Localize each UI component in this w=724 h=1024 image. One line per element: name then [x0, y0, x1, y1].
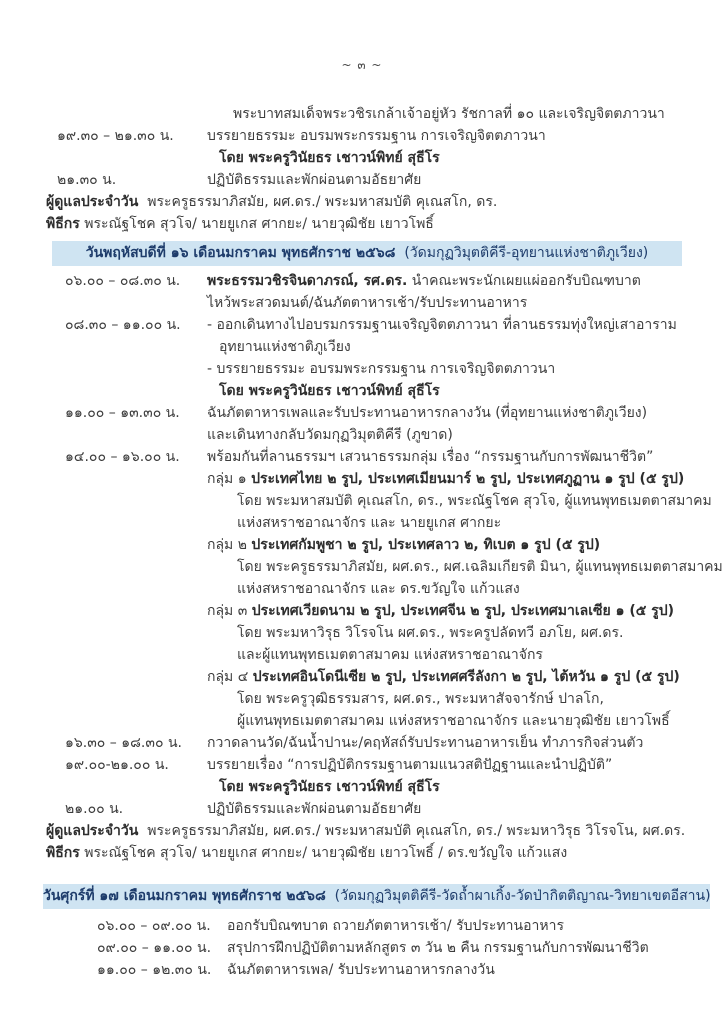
activity-row	[0, 959, 724, 981]
emphasized-text: ประเทศเวียดนาม ๒ รูป, ประเทศจีน ๒ รูป, ประเทศมาเลเซีย ๑ (๕ รูป)	[251, 603, 675, 619]
text-segment: พระครูธรรมาภิสมัย, ผศ.ดร./ พระมหาสมบัติ คุเณสโก, ดร./ พระมหาวิรุธ วิโรจโน, ผศ.ดร.	[138, 823, 686, 839]
text-segment: แห่งสหราชอาณาจักร และ ดร.ขวัญใจ แก้วแสง	[237, 581, 520, 597]
activity-row	[0, 754, 724, 776]
time-range: ๑๙.๓๐ – ๒๑.๓๐ น.	[57, 128, 174, 144]
text-segment: นำคณะพระนักเผยแผ่ออกรับบิณฑบาต	[407, 273, 641, 289]
group-header-row	[0, 468, 724, 490]
emphasized-text: ผู้ดูแลประจำวัน	[46, 823, 139, 839]
text-segment: พระณัฐโชค สุวโจ/ นายยูเกส ศากยะ/ นายวุฒิชัย เยาวโพธิ์ / ดร.ขวัญใจ แก้วแสง	[79, 845, 568, 861]
text-segment: ผู้แทนพุทธเมตตาสมาคม แห่งสหราชอาณาจักร และนายวุฒิชัย เยาวโพธิ์	[237, 713, 670, 729]
time-range: ๐๙.๐๐ – ๑๑.๐๐ น.	[97, 940, 212, 956]
text-segment: พระบาทสมเด็จพระวชิรเกล้าเจ้าอยู่หัว รัชกาลที่ ๑๐ และเจริญจิตตภาวนา	[233, 106, 665, 122]
day-section	[0, 241, 724, 864]
text-segment: ออกรับบิณฑบาต ถวายภัตตาหารเช้า/ รับประทานอาหาร	[227, 918, 564, 934]
text-segment: - ออกเดินทางไปอบรมกรรมฐานเจริญจิตตภาวนา ที่ลานธรรมทุ่งใหญ่เสาอาราม	[207, 317, 677, 333]
emphasized-text: ประเทศไทย ๒ รูป, ประเทศเมียนมาร์ ๒ รูป, ประเทศภูฏาน ๑ รูป (๕ รูป)	[251, 471, 685, 487]
activity-row	[0, 937, 724, 959]
text-segment: กลุ่ม ๑	[207, 471, 252, 487]
text-segment: (วัดมกุฏวิมุตติคีรี-วัดถ้ำผาเกิ้ง-วัดป่ากิตติญาณ-วิทยาเขตอีสาน)	[325, 888, 711, 904]
text-segment: กลุ่ม ๓	[207, 603, 252, 619]
text-segment: อุทยานแห่งชาติภูเวียง	[219, 339, 351, 355]
caretaker-row	[0, 191, 724, 213]
text-segment: โดย พระมหาสมบัติ คุเณสโก, ดร., พระณัฐโชค สุวโจ, ผู้แทนพุทธเมตตาสมาคม	[237, 493, 712, 509]
activity-row	[0, 314, 724, 336]
emphasized-text: โดย พระครูวินัยธร เชาวน์พิทย์ สุธีโร	[219, 150, 440, 166]
continuation-row	[0, 336, 724, 358]
time-range: ๑๔.๐๐ – ๑๖.๐๐ น.	[65, 449, 180, 465]
time-range: ๐๖.๐๐ – ๐๙.๐๐ น.	[97, 918, 211, 934]
text-segment: - บรรยายธรรมะ อบรมพระกรรมฐาน การเจริญจิตตภาวนา	[207, 361, 556, 377]
emphasized-text: โดย พระครูวินัยธร เชาวน์พิทย์ สุธีโร	[219, 779, 440, 795]
time-range: ๑๖.๓๐ – ๑๘.๓๐ น.	[65, 735, 182, 751]
time-range: ๐๖.๐๐ – ๐๘.๓๐ น.	[65, 273, 181, 289]
group-detail-row	[0, 556, 724, 578]
schedule-document	[0, 103, 724, 981]
group-header-row	[0, 534, 724, 556]
speaker-row	[0, 380, 724, 402]
text-segment: บรรยายเรื่อง “การปฏิบัติกรรมฐานตามแนวสติปัฏฐานและนำปฏิบัติ”	[207, 757, 613, 773]
time-range: ๒๑.๐๐ น.	[65, 801, 124, 817]
text-segment: บรรยายธรรมะ อบรมพระกรรมฐาน การเจริญจิตตภาวนา	[207, 128, 546, 144]
mc-row	[0, 842, 724, 864]
activity-row	[0, 915, 724, 937]
activity-row	[0, 125, 724, 147]
emphasized-text: พิธีกร	[46, 216, 80, 232]
emphasized-text: ประเทศอินโดนีเซีย ๒ รูป, ประเทศศรีลังกา ๒ รูป, ไต้หวัน ๑ รูป (๕ รูป)	[252, 669, 680, 685]
text-segment: ปฏิบัติธรรมและพักผ่อนตามอัธยาศัย	[207, 172, 422, 188]
time-range: ๑๙.๐๐-๒๑.๐๐ น.	[65, 757, 169, 773]
speaker-row	[0, 147, 724, 169]
emphasized-text: ผู้ดูแลประจำวัน	[46, 194, 139, 210]
emphasized-text: ประเทศกัมพูชา ๒ รูป, ประเทศลาว ๒, ทิเบต ๑ รูป (๕ รูป)	[251, 537, 601, 553]
text-segment: พระครูธรรมาภิสมัย, ผศ.ดร./ พระมหาสมบัติ คุเณสโก, ดร.	[138, 194, 498, 210]
group-detail-row	[0, 688, 724, 710]
mc-row	[0, 213, 724, 235]
group-detail-row	[0, 578, 724, 600]
day-section	[0, 103, 724, 235]
text-segment: กลุ่ม ๒	[207, 537, 252, 553]
day-section	[0, 884, 724, 981]
text-segment: พระณัฐโชค สุวโจ/ นายยูเกส ศากยะ/ นายวุฒิชัย เยาวโพธิ์	[79, 216, 434, 232]
emphasized-text: พิธีกร	[46, 845, 80, 861]
text-segment: (วัดมกุฏวิมุตติคีรี-อุทยานแห่งชาติภูเวียง)	[395, 245, 649, 261]
text-segment: กวาดลานวัด/ฉันน้ำปานะ/คฤหัสถ์รับประทานอาหารเย็น ทำภารกิจส่วนตัว	[207, 735, 644, 751]
continuation-row	[0, 292, 724, 314]
text-segment: พร้อมกันที่ลานธรรมฯ เสวนาธรรมกลุ่ม เรื่อง “กรรมฐานกับการพัฒนาชีวิต”	[207, 449, 654, 465]
activity-row	[0, 732, 724, 754]
time-range: ๐๘.๓๐ – ๑๑.๐๐ น.	[65, 317, 181, 333]
text-segment: โดย พระมหาวิรุธ วิโรจโน ผศ.ดร., พระครูปลัดทวี อภโย, ผศ.ดร.	[237, 625, 624, 641]
activity-row	[0, 358, 724, 380]
activity-row	[0, 169, 724, 191]
time-range: ๒๑.๓๐ น.	[57, 172, 117, 188]
group-detail-row	[0, 490, 724, 512]
activity-row	[0, 402, 724, 424]
group-detail-row	[0, 710, 724, 732]
emphasized-text: โดย พระครูวินัยธร เชาวน์พิทย์ สุธีโร	[219, 383, 440, 399]
text-segment: ฉันภัตตาหารเพลและรับประทานอาหารกลางวัน (ที่อุทยานแห่งชาติภูเวียง)	[207, 405, 648, 421]
emphasized-text: วันศุกร์ที่ ๑๗ เดือนมกราคม พุทธศักราช ๒๕๖๘	[43, 888, 326, 904]
emphasized-text: วันพฤหัสบดีที่ ๑๖ เดือนมกราคม พุทธศักราช ๒๕๖๘	[85, 245, 396, 261]
emphasized-text: พระธรรมวชิรจินดาภรณ์, รศ.ดร.	[207, 273, 408, 289]
group-header-row	[0, 600, 724, 622]
caretaker-row	[0, 820, 724, 842]
text-segment: และเดินทางกลับวัดมกุฏวิมุตติคีรี (ภูขาด)	[207, 427, 453, 443]
activity-row	[0, 270, 724, 292]
text-segment: ไหว้พระสวดมนต์/ฉันภัตตาหารเช้า/รับประทานอาหาร	[207, 295, 528, 311]
time-range: ๑๑.๐๐ – ๑๓.๓๐ น.	[65, 405, 180, 421]
text-segment: และผู้แทนพุทธเมตตาสมาคม แห่งสหราชอาณาจักร	[237, 647, 543, 663]
group-header-row	[0, 666, 724, 688]
group-detail-row	[0, 622, 724, 644]
group-detail-row	[0, 512, 724, 534]
activity-row	[0, 798, 724, 820]
continuation-row	[0, 103, 724, 125]
group-detail-row	[0, 644, 724, 666]
time-range: ๑๑.๐๐ – ๑๒.๓๐ น.	[97, 962, 212, 978]
day-section-header	[43, 884, 710, 909]
page-number: ~ ๓ ~	[341, 58, 383, 72]
speaker-row	[0, 776, 724, 798]
continuation-row	[0, 424, 724, 446]
activity-row	[0, 446, 724, 468]
text-segment: ฉันภัตตาหารเพล/ รับประทานอาหารกลางวัน	[227, 962, 495, 978]
text-segment: กลุ่ม ๔	[207, 669, 253, 685]
text-segment: โดย พระครูธรรมาภิสมัย, ผศ.ดร., ผศ.เฉลิมเกียรติ มินา, ผู้แทนพุทธเมตตาสมาคม	[237, 559, 723, 575]
day-section-header	[52, 241, 682, 266]
text-segment: ปฏิบัติธรรมและพักผ่อนตามอัธยาศัย	[207, 801, 422, 817]
text-segment: สรุปการฝึกปฏิบัติตามหลักสูตร ๓ วัน ๒ คืน กรรมฐานกับการพัฒนาชีวิต	[227, 940, 649, 956]
text-segment: โดย พระครูวุฒิธรรมสาร, ผศ.ดร., พระมหาสัจจารักษ์ ปาลโก,	[237, 691, 604, 707]
text-segment: แห่งสหราชอาณาจักร และ นายยูเกส ศากยะ	[237, 515, 502, 531]
